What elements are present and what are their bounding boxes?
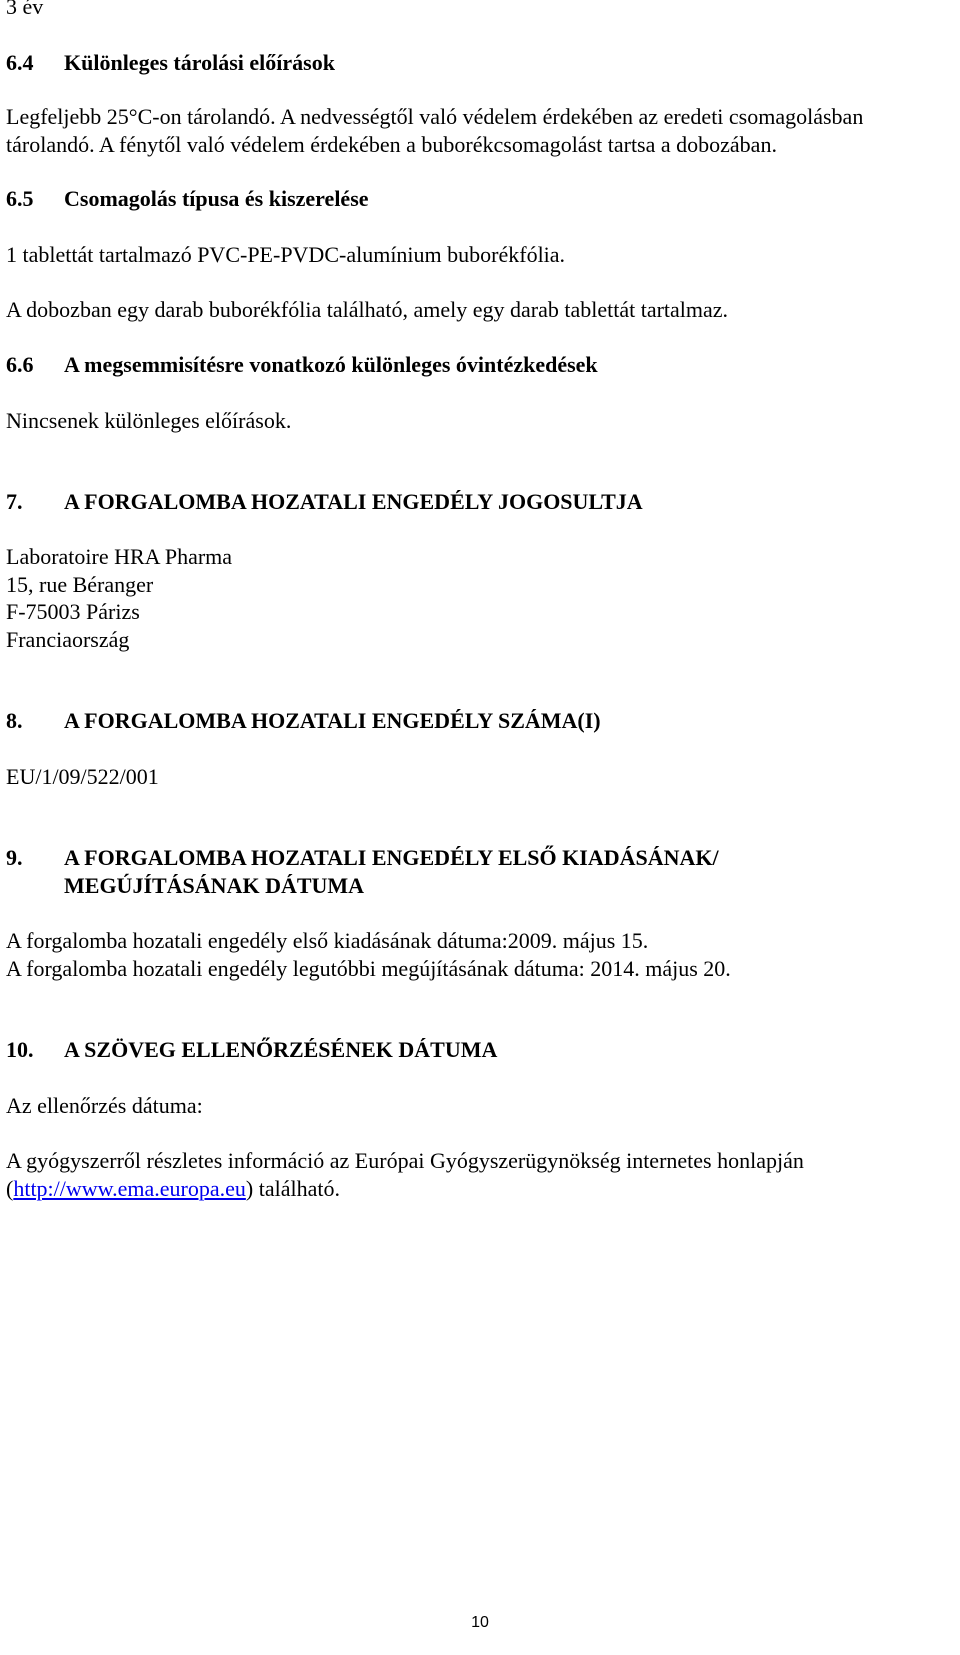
section-title: Csomagolás típusa és kiszerelése [64, 186, 369, 211]
address-line: 15, rue Béranger [6, 572, 154, 597]
paren-open: ( [6, 1176, 14, 1201]
section-title: A FORGALOMBA HOZATALI ENGEDÉLY JOGOSULTJA [64, 489, 643, 514]
paragraph-line: A forgalomba hozatali engedély első kiadásának dátuma:2009. május 15. [6, 928, 649, 953]
top-line: 3 év [6, 0, 44, 19]
section-number: 7. [6, 489, 23, 514]
section-6-4-heading [6, 48, 335, 78]
paragraph-line: tárolandó. A fénytől való védelem érdekében a buborékcsomagolást tartsa a dobozában. [6, 132, 777, 157]
paragraph-line: 1 tablettát tartalmazó PVC-PE-PVDC-alumínium buborékfólia. [6, 242, 566, 267]
paragraph-line: A dobozban egy darab buborékfólia található, amely egy darab tablettát tartalmaz. [6, 297, 729, 322]
paren-close-text: ) található. [245, 1176, 340, 1201]
section-number: 10. [6, 1037, 34, 1062]
paragraph-line: A forgalomba hozatali engedély legutóbbi megújításának dátuma: 2014. május 20. [6, 956, 731, 981]
section-6-6-heading [6, 350, 598, 380]
paragraph-line: Az ellenőrzés dátuma: [6, 1093, 203, 1118]
paragraph-line: A gyógyszerről részletes információ az Európai Gyógyszerügynökség internetes honlapján [6, 1148, 804, 1173]
section-title: A FORGALOMBA HOZATALI ENGEDÉLY SZÁMA(I) [64, 708, 601, 733]
section-title: A FORGALOMBA HOZATALI ENGEDÉLY ELSŐ KIADÁSÁNAK/ [64, 845, 719, 870]
section-title: A SZÖVEG ELLENŐRZÉSÉNEK DÁTUMA [64, 1037, 498, 1062]
section-9-heading [6, 843, 719, 873]
section-title: A megsemmisítésre vonatkozó különleges óvintézkedések [64, 352, 598, 377]
address-line: F-75003 Párizs [6, 599, 140, 624]
section-8-heading [6, 706, 601, 736]
section-number: 6.5 [6, 186, 34, 211]
ema-website-link[interactable]: http://www.ema.europa.eu [13, 1176, 246, 1201]
section-number: 6.4 [6, 50, 34, 75]
page-number: 10 [471, 1614, 489, 1631]
paragraph-line: Legfeljebb 25°C-on tárolandó. A nedvességtől való védelem érdekében az eredeti csomagolásban [6, 104, 864, 129]
section-number: 6.6 [6, 352, 34, 377]
section-number: 8. [6, 708, 23, 733]
section-6-5-heading [6, 184, 369, 214]
address-line: Laboratoire HRA Pharma [6, 544, 233, 569]
section-number: 9. [6, 845, 23, 870]
paragraph-line: EU/1/09/522/001 [6, 764, 159, 789]
address-line: Franciaország [6, 627, 130, 652]
section-title-continued: MEGÚJÍTÁSÁNAK DÁTUMA [64, 873, 365, 898]
paragraph-line: Nincsenek különleges előírások. [6, 408, 292, 433]
section-title: Különleges tárolási előírások [64, 50, 335, 75]
section-10-heading [6, 1035, 497, 1065]
paragraph-line [6, 1174, 340, 1204]
section-7-heading [6, 487, 643, 517]
